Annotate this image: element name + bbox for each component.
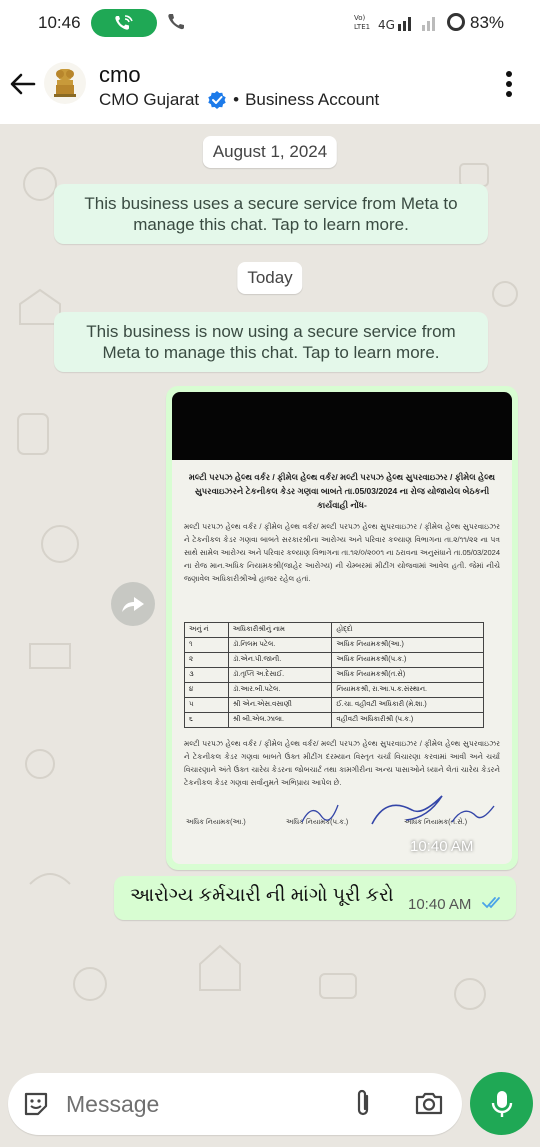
signature-scribbles <box>292 792 502 832</box>
table-cell: ડૉ.તૃપ્તિ અ.દેસાઈ. <box>228 668 332 683</box>
table-cell: ૬ <box>185 713 229 728</box>
table-row <box>185 713 484 728</box>
table-cell: શ્રી એન.એસ.વસાણી <box>228 698 332 713</box>
table-cell: ડૉ.નિલમ પટેલ. <box>228 638 332 653</box>
status-time: 10:46 <box>38 13 81 32</box>
table-cell: ૪ <box>185 683 229 698</box>
attendee-table <box>184 622 484 728</box>
system-message-1[interactable]: This business uses a secure service from Meta to manage this chat. Tap to learn more. <box>54 184 488 244</box>
image-top-bar <box>172 392 512 460</box>
text-message-time: 10:40 AM <box>408 896 472 913</box>
table-cell: અધિક નિયામકશ્રી(પ.ક.) <box>332 653 484 668</box>
battery-icon <box>447 13 465 31</box>
battery-percent: 83% <box>470 13 505 32</box>
table-cell: ૩ <box>185 668 229 683</box>
system-message-2[interactable]: This business is now using a secure service from Meta to manage this chat. Tap to learn more. <box>54 312 488 372</box>
mic-icon <box>490 1089 514 1119</box>
table-cell: ૫ <box>185 698 229 713</box>
emoji-icon[interactable] <box>22 1090 50 1118</box>
table-header-cell: હોદ્દો <box>332 623 484 638</box>
business-name: CMO Gujarat <box>99 90 200 109</box>
signature-1: અધિક નિયામક(આ.) <box>186 819 246 826</box>
image-message-bubble[interactable] <box>166 386 518 870</box>
camera-icon[interactable] <box>414 1090 444 1116</box>
verified-icon <box>207 90 227 110</box>
business-tag: Business Account <box>245 90 380 109</box>
signature-2: અધિક નિયામક(પ.ક.) <box>286 819 349 826</box>
table-header-cell: અનું નં <box>185 623 229 638</box>
table-cell: ૨ <box>185 653 229 668</box>
table-header-cell: અધિકારીશ્રીનું નામ <box>228 623 332 638</box>
svg-text:LTE1: LTE1 <box>354 23 371 31</box>
avatar[interactable] <box>44 62 86 104</box>
status-bar <box>0 0 540 48</box>
table-cell: ડૉ.એન.પી.જાની. <box>228 653 332 668</box>
date-divider-1: August 1, 2024 <box>203 136 337 168</box>
table-cell: ૧ <box>185 638 229 653</box>
document-title: મલ્ટી પરપઝ હેલ્થ વર્કર / ફીમેલ હેલ્થ વર્કર/ મલ્ટી પરપઝ હેલ્થ સુપરવાઇઝર / ફીમેલ હેલ્થ સુપરવાઇઝરને ટેકનીકલ કેડર ગણવા બાબતે તા.05/03/2024 ના રોજ યોજાયેલ બેઠકની કાર્યવાહી નોંધ- <box>188 472 496 510</box>
date-divider-2: Today <box>237 262 302 294</box>
table-row <box>185 683 484 698</box>
chat-header <box>0 48 540 124</box>
table-row <box>185 638 484 653</box>
signature-3: અધિક નિયામક(ત.સે.) <box>404 819 468 826</box>
table-cell: નિયામકશ્રી, રા.આ.પ.ક.સંસ્થાન. <box>332 683 484 698</box>
table-cell: અધિક નિયામકશ્રી(ત.સે) <box>332 668 484 683</box>
voice-record-button[interactable] <box>470 1072 533 1135</box>
svg-text:Vo): Vo) <box>354 14 366 22</box>
table-cell: વહીવટી અધિકારીશ્રી (પ.ક.) <box>332 713 484 728</box>
back-arrow-icon[interactable] <box>10 72 36 96</box>
table-cell: શ્રી બી.એલ.ઝાલા. <box>228 713 332 728</box>
table-cell: ઈ.ચા. વહીવટી અધિકારી (મે.શા.) <box>332 698 484 713</box>
svg-text:4G: 4G <box>378 18 395 32</box>
composer-bar <box>0 1064 540 1147</box>
table-cell: અધિક નિયામકશ્રી(આ.) <box>332 638 484 653</box>
table-row <box>185 698 484 713</box>
read-receipt-icon <box>482 896 504 910</box>
more-vert-icon[interactable] <box>501 70 517 98</box>
message-placeholder: Message <box>66 1091 160 1117</box>
forward-button[interactable] <box>111 582 155 626</box>
text-message-body: આરોગ્ય કર્મચારી ની માંગો પૂરી કરો <box>130 885 394 906</box>
table-row <box>185 668 484 683</box>
phone-wifi-icon <box>113 14 135 32</box>
document-paragraph-1: મલ્ટી પરપઝ હેલ્થ વર્કર / ફીમેલ હેલ્થ વર્કર/ મલ્ટી પરપઝ હેલ્થ સુપરવાઇઝર / ફીમેલ હેલ્થ સુપરવાઇઝર ને ટેકનીકલ કેડર ગણવા બાબતે સરકારશ્રીના આરોગ્ય અને પરિવાર કલ્યાણ વિભાગના તા.૨/૧૧/૨૨ ના પત્ર સાથે સામેલ આરોગ્ય અને પરિવાર કલ્યાણ વિભાગના તા.૧૨/૦/૨૦૦૧ ના ઠરાવના અનુસંધાને તા.05/03/2024 ના રોજ માન.અધિક નિયામકશ્રી(જાહેર આરોગ્ય) ની ચેમ્બરમાં મીટીંગ યોજવામાં આવેલ હતી. જેમાં નીચે જણાવેલ અધિકારીશ્રીઓ હાજર રહેલ હતાં. <box>184 522 500 583</box>
table-row <box>185 653 484 668</box>
forward-icon <box>119 592 147 616</box>
separator-dot: • <box>233 90 240 109</box>
network-signal-icon <box>354 11 442 35</box>
text-message-bubble[interactable] <box>114 876 516 920</box>
message-input[interactable] <box>8 1073 462 1135</box>
table-cell: ડૉ.આર.બી.પટેલ. <box>228 683 332 698</box>
phone-icon <box>166 12 186 32</box>
attach-icon[interactable] <box>352 1089 374 1119</box>
image-message-time: 10:40 AM <box>410 838 474 855</box>
chat-area[interactable] <box>0 124 540 1064</box>
contact-name[interactable]: cmo <box>99 62 141 87</box>
ongoing-call-pill[interactable] <box>91 9 157 37</box>
document-image[interactable] <box>172 392 512 864</box>
contact-subtitle[interactable] <box>99 90 379 110</box>
document-paragraph-2: મલ્ટી પરપઝ હેલ્થ વર્કર / ફીમેલ હેલ્થ વર્કર/ મલ્ટી પરપઝ હેલ્થ સુપરવાઇઝર / ફીમેલ હેલ્થ સુપરવાઇઝર ને ટેકનીકલ કેડર ગણવા બાબતે ઉક્ત મીટીંગ દરમ્યાન વિસ્તૃત ચર્ચા વિચારણા કરવામાં આવી અને ચર્ચા વિચારણાને અંતે ઉક્ત ચારેય કેડરના જોબચાર્ટ તથા કામગીરીના અન્ય પાસાઓને ધ્યાને લેતાં ચારેય કેડરને ટેકનીકલ કેડર ગણવા સર્વાનુમતે અભિપ્રાય આપેલ છે. <box>184 739 500 787</box>
table-header-row <box>185 623 484 638</box>
